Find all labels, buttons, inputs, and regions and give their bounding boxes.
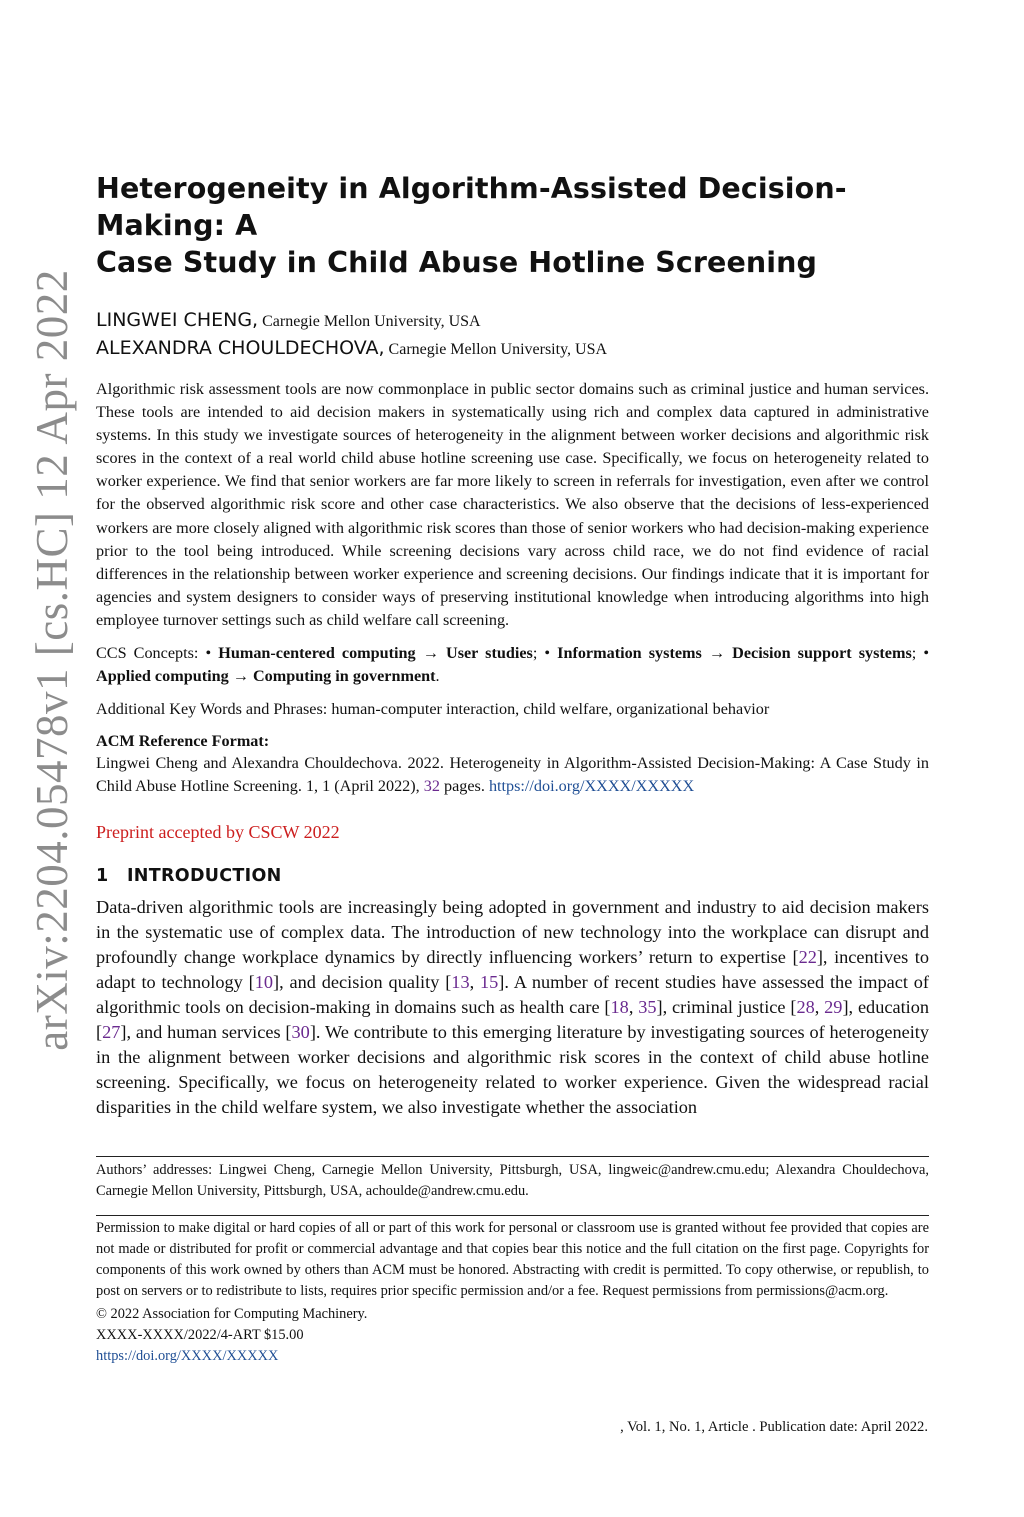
citation-link[interactable]: 18: [610, 996, 629, 1017]
permission-text: Permission to make digital or hard copies of all or part of this work for personal or classroom use is granted without fee provided that copies are not made or distributed for profit or commercial advantage and that copies bear this notice and the full citation on the first page. Copyrights for components of this work owned by others than ACM must be honored. Abstracting with credit is permitted. To copy otherwise, or republish, to post on servers or to redistribute to lists, requires prior specific permission and/or a fee. Request permissions from permissions@acm.org.: [96, 1220, 929, 1299]
intro-text: ,: [469, 971, 481, 992]
citation-link[interactable]: 22: [798, 946, 817, 967]
permission-block: [96, 1218, 929, 1367]
author-list: [96, 307, 929, 363]
section-title: INTRODUCTION: [127, 865, 282, 886]
section-number: 1: [96, 865, 109, 886]
citation-link[interactable]: 15: [480, 971, 499, 992]
citation-link[interactable]: 35: [638, 996, 657, 1017]
author-addresses-footnote: Authors’ addresses: Lingwei Cheng, Carnegie Mellon University, Pittsburgh, USA, lingweic@andrew.cmu.edu; Alexandra Chouldechova, Carnegie Mellon University, Pittsburgh, USA, achoulde@andrew.cmu.edu.: [96, 1162, 929, 1199]
intro-text: ], criminal justice [: [656, 996, 797, 1017]
page-footer: , Vol. 1, No. 1, Article . Publication date: April 2022.: [620, 1419, 928, 1435]
arxiv-sidebar: [22, 269, 82, 1051]
author-affiliation: Carnegie Mellon University, USA: [258, 313, 481, 330]
keywords: Additional Key Words and Phrases: human-computer interaction, child welfare, organizational behavior: [96, 700, 770, 719]
intro-text: ], incentives to adapt to technology [: [96, 946, 930, 992]
intro-text: ,: [814, 996, 825, 1017]
citation-link[interactable]: 27: [102, 1021, 121, 1042]
ccs-arrow: →: [228, 667, 253, 686]
isbn-line: XXXX-XXXX/2022/4-ART $15.00: [96, 1327, 304, 1343]
intro-text: ], and decision quality [: [273, 971, 452, 992]
doi-link[interactable]: https://doi.org/XXXX/XXXXX: [488, 777, 695, 796]
footer-doi-link[interactable]: https://doi.org/XXXX/XXXXX: [96, 1348, 279, 1364]
section-heading: [96, 864, 929, 888]
citation-link[interactable]: 29: [824, 996, 843, 1017]
author-2: [96, 335, 929, 363]
ccs-separator: ; •: [911, 644, 930, 663]
abstract: Algorithmic risk assessment tools are now commonplace in public sector domains such as criminal justice and human services. These tools are intended to aid decision makers in systematically using rich and complex data captured in administrative systems. In this study we investigate sources of heterogeneity in the alignment between worker decisions and algorithmic risk scores in the context of a real world child abuse hotline screening use case. Specifically, we focus on heterogeneity related to worker experience. We find that senior workers are far more likely to screen in referrals for investigation, even after we control for the observed algorithmic risk score and other case characteristics. We also observe that the decisions of less-experienced workers are more closely aligned with algorithmic risk scores than those of senior workers who had decision-making experience prior to the tool being introduced. While screening decisions vary across child race, we do not find evidence of racial differences in the relationship between worker experience and screening decisions. Our findings indicate that it is important for agencies and system designers to consider ways of preserving institutional knowledge when introducing algorithms into high employee turnover settings such as child welfare call screening.: [96, 380, 929, 629]
intro-text: ], and human services [: [120, 1021, 292, 1042]
acm-reference-text: Lingwei Cheng and Alexandra Chouldechova. 2022. Heterogeneity in Algorithm-Assisted Decision-Making: A Case Study in Child Abuse Hotline Screening. 1, 1 (April 2022),: [96, 754, 929, 796]
intro-text: ,: [628, 996, 639, 1017]
ccs-concept: Decision support systems: [732, 644, 912, 663]
pages-word: pages.: [439, 777, 489, 796]
page-count-link[interactable]: 32: [423, 777, 440, 796]
author-name: ALEXANDRA CHOULDECHOVA,: [96, 337, 385, 359]
paper-title: [96, 170, 929, 281]
acm-reference-heading: ACM Reference Format:: [96, 732, 270, 751]
citation-link[interactable]: 30: [291, 1021, 310, 1042]
author-1: [96, 307, 929, 335]
preprint-notice: Preprint accepted by CSCW 2022: [96, 821, 340, 842]
ccs-concept: Information systems: [557, 644, 702, 663]
title-line-1: Heterogeneity in Algorithm-Assisted Decision-Making: A: [96, 172, 847, 242]
intro-text: ]. A number of recent studies have assessed the impact of algorithmic tools on decision-making in domains such as health care [: [96, 971, 930, 1017]
citation-link[interactable]: 13: [451, 971, 470, 992]
permission-divider: [96, 1215, 929, 1216]
citation-link[interactable]: 10: [254, 971, 273, 992]
citation-link[interactable]: 28: [796, 996, 815, 1017]
ccs-end: .: [435, 667, 440, 686]
intro-text: ]. We contribute to this emerging literature by investigating sources of heterogeneity in the alignment between worker decisions and algorithmic risk scores in the context of child abuse hotline screening. Specifically, we focus on heterogeneity related to worker experience. Given the widespread racial disparities in the child welfare system, we also investigate whether the association: [96, 1021, 929, 1118]
ccs-prefix: CCS Concepts: •: [96, 644, 219, 663]
paper-body: [96, 170, 929, 1120]
copyright-line: © 2022 Association for Computing Machinery.: [96, 1306, 368, 1322]
ccs-concept: Human-centered computing: [218, 644, 416, 663]
arxiv-identifier: arXiv:2204.05478v1 [cs.HC] 12 Apr 2022: [27, 269, 77, 1051]
ccs-concept: Applied computing: [96, 667, 229, 686]
author-name: LINGWEI CHENG,: [96, 309, 259, 331]
ccs-arrow: →: [415, 644, 446, 663]
ccs-concepts: [96, 642, 929, 688]
ccs-separator: ; •: [532, 644, 558, 663]
ccs-arrow: →: [701, 644, 733, 663]
acm-reference: [96, 752, 929, 798]
introduction-paragraph: [96, 895, 929, 1121]
ccs-concept: User studies: [446, 644, 533, 663]
title-line-2: Case Study in Child Abuse Hotline Screening: [96, 246, 818, 279]
footnote-divider: [96, 1156, 929, 1157]
intro-text: ], education [: [96, 996, 930, 1042]
author-affiliation: Carnegie Mellon University, USA: [384, 341, 608, 358]
ccs-concept: Computing in government: [252, 667, 436, 686]
intro-text: Data-driven algorithmic tools are increasingly being adopted in government and industry to aid decision makers in the systematic use of complex data. The introduction of new technology into the workplace can disrupt and profoundly change workplace dynamics by directly influencing workers’ return to expertise [: [96, 896, 929, 967]
